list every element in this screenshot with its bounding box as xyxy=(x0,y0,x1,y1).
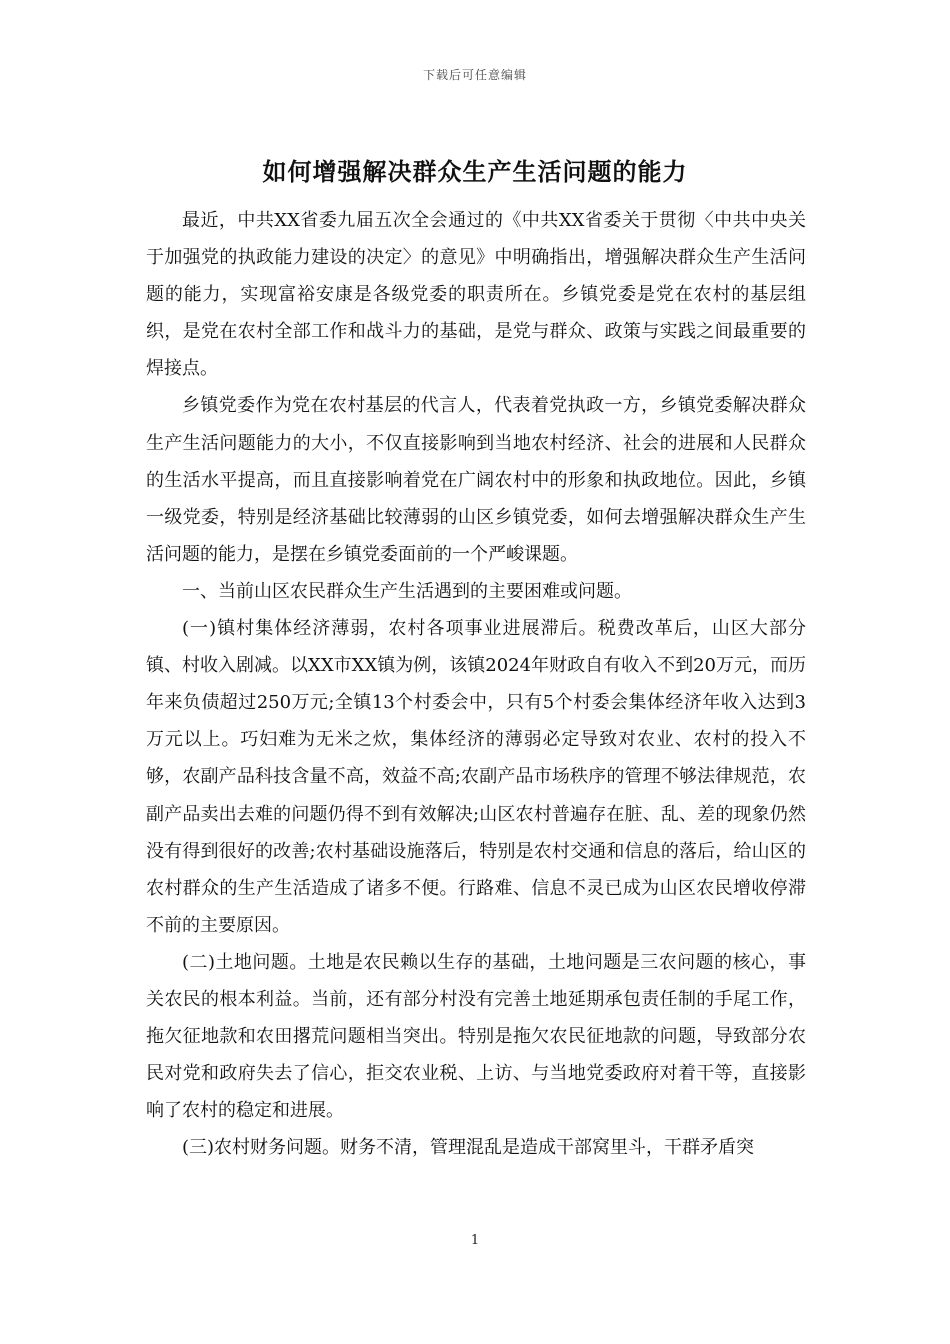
body-paragraph: (二)土地问题。土地是农民赖以生存的基础，土地问题是三农问题的核心，事关农民的根本利益。当前，还有部分村没有完善土地延期承包责任制的手尾工作，拖欠征地款和农田撂荒问题相当突出。特别是拖欠农民征地款的问题，导致部分农民对党和政府失去了信心，拒交农业税、上访、与当地党委政府对着干等，直接影响了农村的稳定和进展。 xyxy=(146,951,806,1122)
section-heading: 一、当前山区农民群众生产生活遇到的主要困难或问题。 xyxy=(182,580,632,602)
page-number: 1 xyxy=(470,1233,480,1248)
body-paragraph: (三)农村财务问题。财务不清，管理混乱是造成干部窝里斗，干群矛盾突 xyxy=(182,1137,755,1159)
body-paragraph: (一)镇村集体经济薄弱，农村各项事业进展滞后。税费改革后，山区大部分镇、村收入剧减。以XX市XX镇为例，该镇2024年财政自有收入不到20万元，而历年来负债超过250万元;全镇13个村委会中，只有5个村委会集体经济年收入达到3万元以上。巧妇难为无米之炊，集体经济的薄弱必定导致对农业、农村的投入不够，农副产品科技含量不高，效益不高;农副产品市场秩序的管理不够法律规范，农副产品卖出去难的问题仍得不到有效解决;山区农村普遍存在脏、乱、差的现象仍然没有得到很好的改善;农村基础设施落后，特别是农村交通和信息的落后，给山区的农村群众的生产生活造成了诸多不便。行路难、信息不灵已成为山区农民增收停滞不前的主要原因。 xyxy=(146,618,806,936)
document-title: 如何增强解决群众生产生活问题的能力 xyxy=(262,157,688,186)
body-paragraph: 最近，中共XX省委九届五次全会通过的《中共XX省委关于贯彻〈中共中央关于加强党的执政能力建设的决定〉的意见》中明确指出，增强解决群众生产生活问题的能力，实现富裕安康是各级党委的职责所在。乡镇党委是党在农村的基层组织，是党在农村全部工作和战斗力的基础，是党与群众、政策与实践之间最重要的焊接点。 xyxy=(146,210,806,380)
document-body xyxy=(146,202,806,1166)
header-note: 下载后可任意编辑 xyxy=(422,68,527,82)
body-paragraph: 乡镇党委作为党在农村基层的代言人，代表着党执政一方，乡镇党委解决群众生产生活问题能力的大小，不仅直接影响到当地农村经济、社会的进展和人民群众的生活水平提高，而且直接影响着党在广阔农村中的形象和执政地位。因此，乡镇一级党委，特别是经济基础比较薄弱的山区乡镇党委，如何去增强解决群众生产生活问题的能力，是摆在乡镇党委面前的一个严峻课题。 xyxy=(146,395,806,565)
